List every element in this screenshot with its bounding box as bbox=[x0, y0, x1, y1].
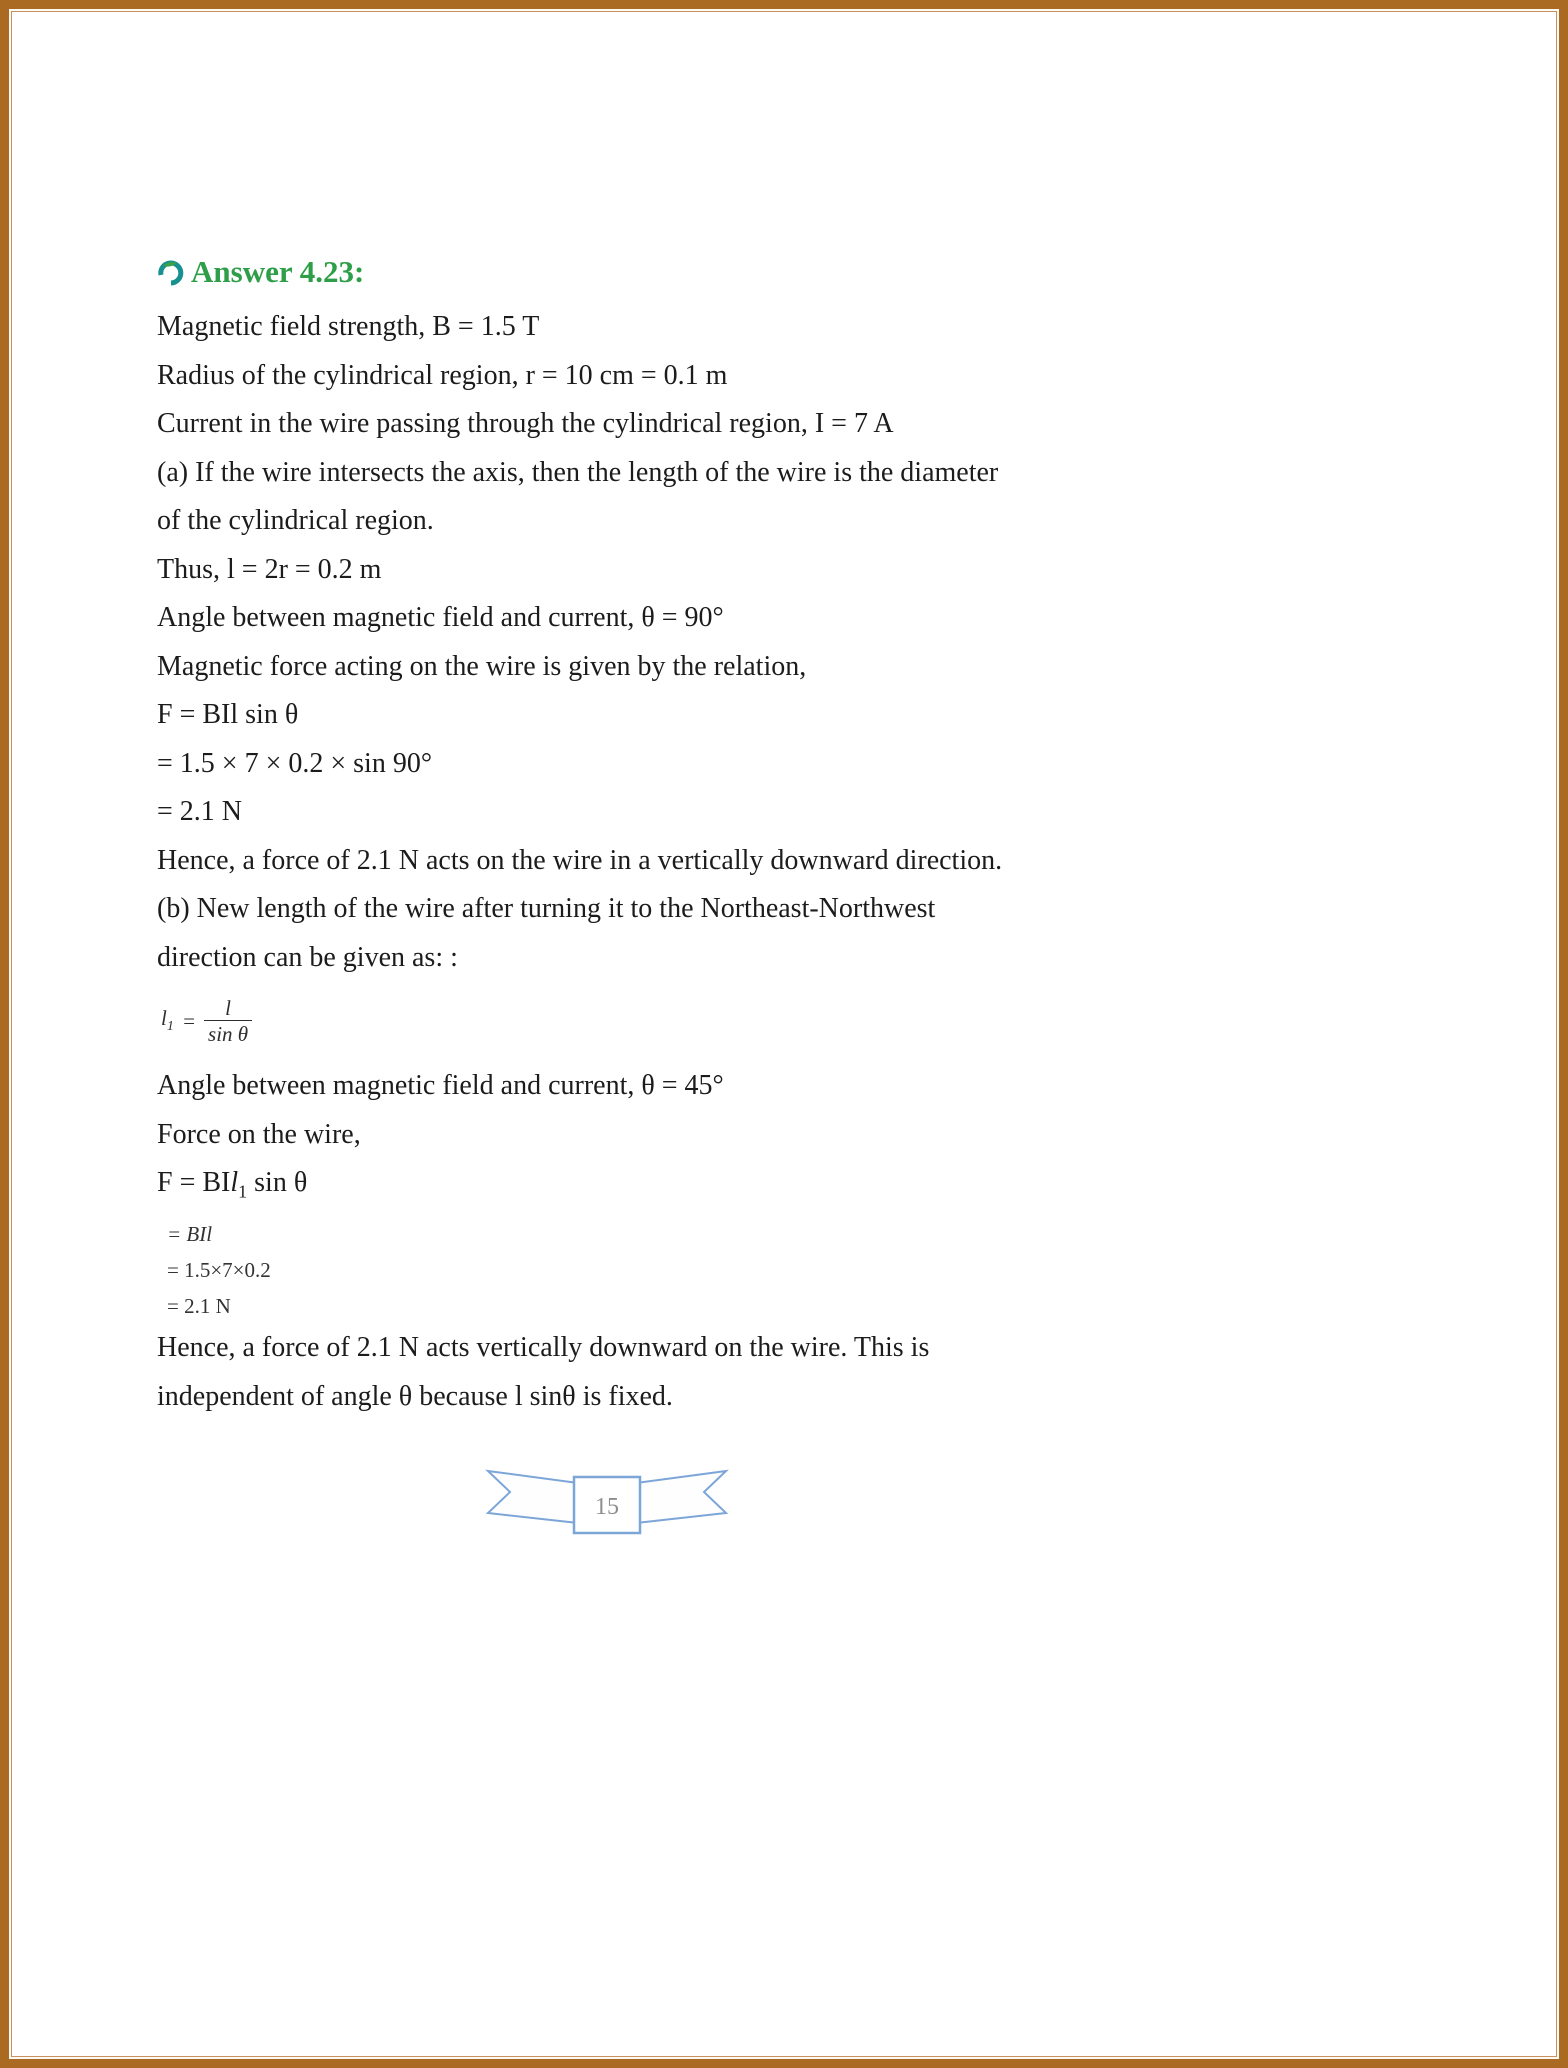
small-equation: = 1.5×7×0.2 bbox=[167, 1258, 271, 1283]
formula-lhs: $l_1$ bbox=[161, 1006, 174, 1035]
fraction-formula bbox=[161, 992, 1117, 1050]
page-content bbox=[157, 249, 1117, 1543]
text-line: independent of angle θ because l sinθ is fixed. bbox=[157, 1380, 673, 1412]
fraction-numerator: l bbox=[225, 995, 231, 1020]
text-line: Force on the wire, bbox=[157, 1118, 361, 1150]
text-line: (b) New length of the wire after turning it to the Northeast-Northwest bbox=[157, 893, 936, 924]
text-line: Radius of the cylindrical region, r = 10 cm = 0.1 m bbox=[157, 359, 728, 391]
text-line: Hence, a force of 2.1 N acts on the wire in a vertically downward direction. bbox=[157, 844, 1003, 876]
formula-equals: = bbox=[181, 1008, 197, 1033]
text-line: Thus, l = 2r = 0.2 m bbox=[157, 553, 382, 585]
text-line: Angle between magnetic field and current, θ = 90° bbox=[157, 602, 724, 633]
text-line: (a) If the wire intersects the axis, then the length of the wire is the diameter bbox=[157, 456, 999, 488]
text-line: Magnetic field strength, B = 1.5 T bbox=[157, 311, 540, 342]
text-line: of the cylindrical region. bbox=[157, 505, 434, 536]
brand-logo-icon bbox=[157, 258, 185, 286]
text-line: Angle between magnetic field and current, θ = 45° bbox=[157, 1070, 724, 1101]
variable-l: l bbox=[230, 1167, 239, 1198]
text-line: Hence, a force of 2.1 N acts vertically downward on the wire. This is bbox=[157, 1332, 930, 1364]
force-equation-line: F = BIl$_1$ sin θ bbox=[157, 1167, 308, 1202]
text-line: Current in the wire passing through the cylindrical region, I = 7 A bbox=[157, 408, 894, 439]
small-equation: = BIl bbox=[167, 1222, 213, 1247]
fraction-denominator: sin θ bbox=[204, 1020, 252, 1046]
page-number-ribbon bbox=[157, 1463, 1057, 1543]
text-line: Magnetic force acting on the wire is given by the relation, bbox=[157, 650, 807, 682]
text-line: direction can be given as: : bbox=[157, 941, 458, 973]
answer-heading bbox=[157, 249, 1117, 295]
formula-fraction bbox=[204, 996, 252, 1046]
text-line: = 1.5 × 7 × 0.2 × sin 90° bbox=[157, 747, 433, 779]
page-number: 15 bbox=[595, 1494, 619, 1521]
text-line: F = BIl sin θ bbox=[157, 699, 299, 730]
answer-heading-label: Answer 4.23: bbox=[191, 254, 365, 289]
text-line: = 2.1 N bbox=[157, 796, 243, 827]
ribbon-banner-icon bbox=[482, 1463, 732, 1543]
small-equation: = 2.1 N bbox=[167, 1294, 231, 1319]
